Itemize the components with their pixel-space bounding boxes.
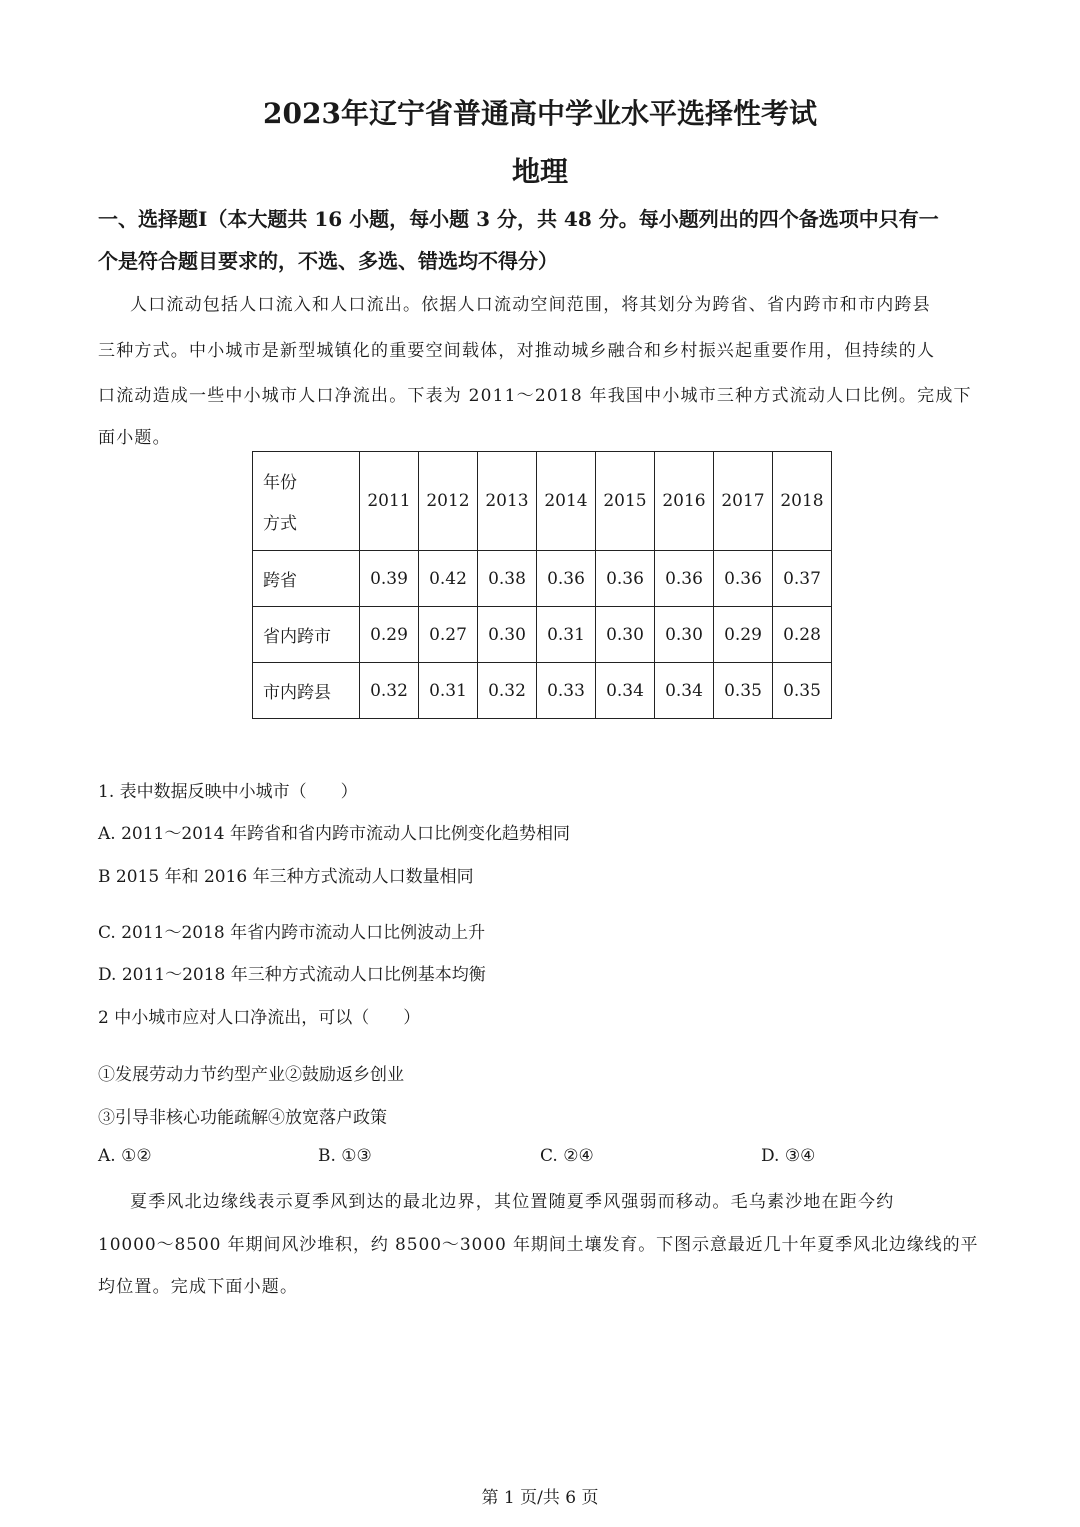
- value-cell: 0.32: [478, 663, 537, 719]
- passage1-line: 三种方式。中小城市是新型城镇化的重要空间载体，对推动城乡融合和乡村振兴起重要作用，但持续的人: [98, 341, 936, 361]
- row-label: 跨省: [253, 551, 360, 607]
- value-cell: 0.35: [773, 663, 832, 719]
- table-header-row: [253, 452, 832, 551]
- year-cell: 2014: [537, 452, 596, 551]
- value-cell: 0.36: [596, 551, 655, 607]
- header-mode-label: 方式: [263, 514, 297, 534]
- passage2-line: 10000～8500 年期间风沙堆积，约 8500～3000 年期间土壤发育。下图示意最近几十年夏季风北边缘线的平: [98, 1235, 979, 1255]
- value-cell: 0.38: [478, 551, 537, 607]
- table-row: [253, 551, 832, 607]
- value-cell: 0.34: [596, 663, 655, 719]
- value-cell: 0.29: [360, 607, 419, 663]
- year-cell: 2016: [655, 452, 714, 551]
- value-cell: 0.33: [537, 663, 596, 719]
- migration-ratio-table: [252, 451, 832, 719]
- value-cell: 0.31: [537, 607, 596, 663]
- question-1-stem: 1. 表中数据反映中小城市（ ）: [98, 782, 358, 802]
- value-cell: 0.28: [773, 607, 832, 663]
- value-cell: 0.27: [419, 607, 478, 663]
- value-cell: 0.36: [537, 551, 596, 607]
- header-year-label: 年份: [263, 473, 297, 493]
- value-cell: 0.31: [419, 663, 478, 719]
- passage1-line: 口流动造成一些中小城市人口净流出。下表为 2011～2018 年我国中小城市三种方式流动人口比例。完成下: [98, 386, 972, 406]
- section-heading-line2: 个是符合题目要求的，不选、多选、错选均不得分）: [98, 249, 558, 273]
- page-number: 第 1 页/共 6 页: [481, 1488, 599, 1508]
- table-row: [253, 663, 832, 719]
- question-2-option-c: C. ②④: [540, 1146, 594, 1166]
- value-cell: 0.39: [360, 551, 419, 607]
- row-label: 省内跨市: [253, 607, 360, 663]
- value-cell: 0.29: [714, 607, 773, 663]
- year-cell: 2011: [360, 452, 419, 551]
- question-2-option-d: D. ③④: [761, 1146, 816, 1166]
- passage1-line: 人口流动包括人口流入和人口流出。依据人口流动空间范围，将其划分为跨省、省内跨市和市内跨县: [130, 295, 931, 315]
- value-cell: 0.42: [419, 551, 478, 607]
- question-2-items-line2: ③引导非核心功能疏解④放宽落户政策: [98, 1108, 387, 1128]
- question-1-option-a: A. 2011～2014 年跨省和省内跨市流动人口比例变化趋势相同: [98, 824, 571, 844]
- table-row: [253, 607, 832, 663]
- question-1-option-b: B 2015 年和 2016 年三种方式流动人口数量相同: [98, 867, 474, 887]
- year-cell: 2017: [714, 452, 773, 551]
- question-2-stem: 2 中小城市应对人口净流出，可以（ ）: [98, 1008, 421, 1028]
- passage2-line: 夏季风北边缘线表示夏季风到达的最北边界，其位置随夏季风强弱而移动。毛乌素沙地在距今约: [130, 1192, 895, 1212]
- value-cell: 0.36: [714, 551, 773, 607]
- value-cell: 0.36: [655, 551, 714, 607]
- section-heading-line1: 一、选择题Ⅰ（本大题共 16 小题，每小题 3 分，共 48 分。每小题列出的四个备选项中只有一: [98, 207, 939, 231]
- question-2-option-b: B. ①③: [318, 1146, 372, 1166]
- row-label: 市内跨县: [253, 663, 360, 719]
- question-1-option-d: D. 2011～2018 年三种方式流动人口比例基本均衡: [98, 965, 486, 985]
- value-cell: 0.30: [596, 607, 655, 663]
- exam-title: 2023年辽宁省普通高中学业水平选择性考试: [263, 97, 817, 130]
- question-2-option-a: A. ①②: [98, 1146, 152, 1166]
- year-cell: 2013: [478, 452, 537, 551]
- year-cell: 2012: [419, 452, 478, 551]
- value-cell: 0.32: [360, 663, 419, 719]
- passage2-line: 均位置。完成下面小题。: [98, 1277, 299, 1297]
- value-cell: 0.30: [478, 607, 537, 663]
- value-cell: 0.34: [655, 663, 714, 719]
- year-cell: 2018: [773, 452, 832, 551]
- table-corner-cell: [253, 452, 360, 551]
- value-cell: 0.35: [714, 663, 773, 719]
- question-1-option-c: C. 2011～2018 年省内跨市流动人口比例波动上升: [98, 923, 486, 943]
- value-cell: 0.30: [655, 607, 714, 663]
- subject-title: 地理: [511, 155, 568, 188]
- passage1-line: 面小题。: [98, 428, 171, 448]
- year-cell: 2015: [596, 452, 655, 551]
- question-2-items-line1: ①发展劳动力节约型产业②鼓励返乡创业: [98, 1065, 404, 1085]
- value-cell: 0.37: [773, 551, 832, 607]
